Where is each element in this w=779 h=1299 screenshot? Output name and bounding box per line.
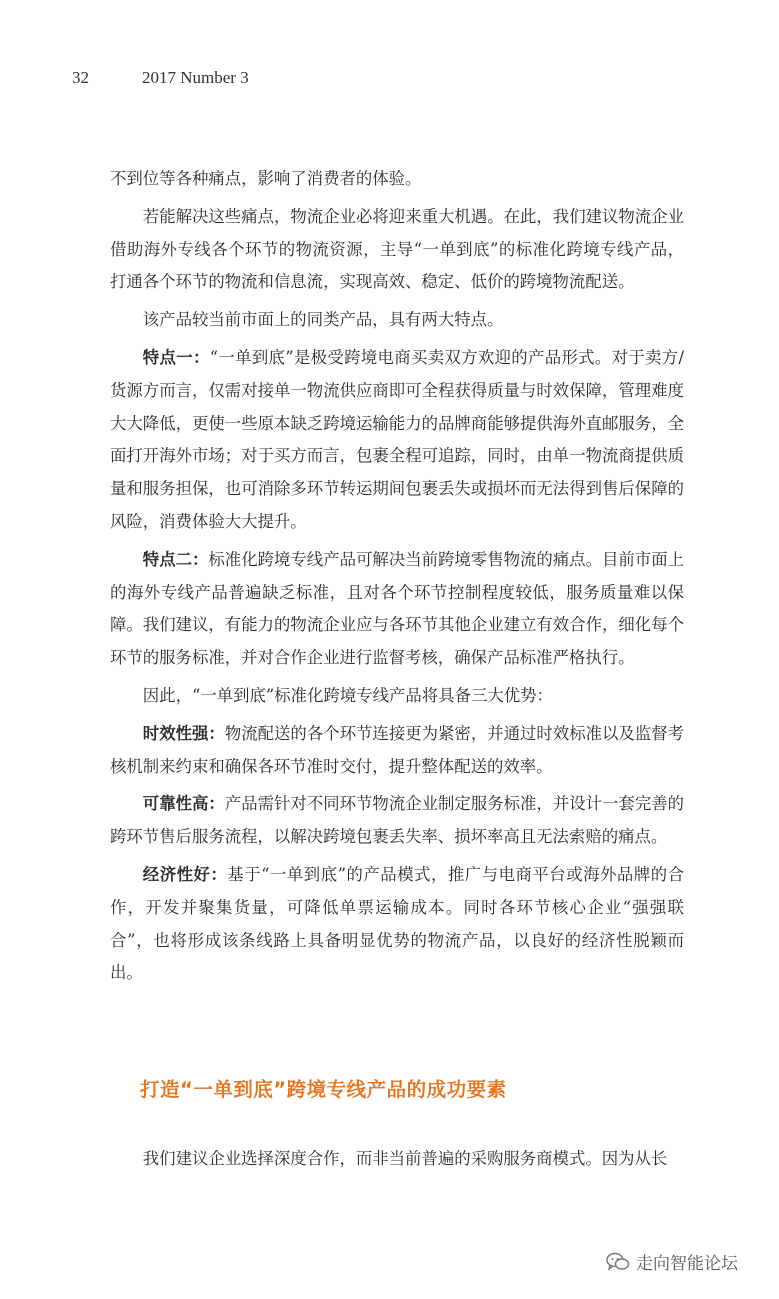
paragraph-text: 该产品较当前市面上的同类产品，具有两大特点。 — [142, 310, 504, 330]
paragraph — [110, 201, 684, 299]
page-header — [72, 68, 249, 88]
paragraph-lead: 可靠性高： — [142, 794, 225, 814]
paragraph-lead: 经济性好： — [142, 864, 228, 884]
paragraph — [110, 680, 684, 713]
paragraph-lead: 特点二： — [142, 549, 209, 569]
issue-label: 2017 Number 3 — [142, 68, 249, 87]
paragraph-text: 产品需针对不同环节物流企业制定服务标准，并设计一套完善的跨环节售后服务流程，以解决跨境包裹丢失率、损坏率高且无法索赔的痛点。 — [110, 794, 685, 847]
watermark — [606, 1249, 738, 1274]
paragraph-text: 若能解决这些痛点，物流企业必将迎来重大机遇。在此，我们建议物流企业借助海外专线各个环节的物流资源，主导“一单到底”的标准化跨境专线产品，打通各个环节的物流和信息流，实现高效、稳定、低价的跨境物流配送。 — [110, 206, 684, 292]
paragraph-text: 不到位等各种痛点，影响了消费者的体验。 — [110, 169, 422, 188]
paragraph — [110, 788, 684, 854]
watermark-text: 走向智能论坛 — [636, 1254, 738, 1274]
paragraph — [110, 544, 684, 675]
paragraph — [110, 859, 684, 990]
paragraph-lead: 特点一： — [142, 347, 210, 367]
paragraph: 我们建议企业选择深度合作，而非当前普遍的采购服务商模式。因为从长 — [142, 1149, 668, 1168]
paragraph-text: 因此，“一单到底”标准化跨境专线产品将具备三大优势： — [142, 685, 553, 705]
article-body — [110, 163, 684, 995]
section-heading: 打造“一单到底”跨境专线产品的成功要素 — [140, 1078, 507, 1101]
paragraph-text: “一单到底”是极受跨境电商买卖双方欢迎的产品形式。对于卖方/货源方而言，仅需对接单一物流供应商即可全程获得质量与时效保障，管理难度大大降低，更使一些原本缺乏跨境运输能力的品牌商能够提供海外直邮服务，全面打开海外市场；对于买方而言，包裹全程可追踪，同时，由单一物流商提供质量和服务担保，也可消除多环节转运期间包裹丢失或损坏而无法得到售后保障的风险，消费体验大大提升。 — [110, 347, 685, 531]
paragraph-text: 标准化跨境专线产品可解决当前跨境零售物流的痛点。目前市面上的海外专线产品普遍缺乏标准，且对各个环节控制程度较低，服务质量难以保障。我们建议，有能力的物流企业应与各环节其他企业建立有效合作，细化每个环节的服务标准，并对合作企业进行监督考核，确保产品标准严格执行。 — [110, 549, 685, 668]
paragraph — [110, 342, 684, 539]
paragraph — [110, 304, 684, 337]
wechat-icon — [606, 1252, 630, 1272]
paragraph-text: 物流配送的各个环节连接更为紧密，并通过时效标准以及监督考核机制来约束和确保各环节准时交付，提升整体配送的效率。 — [110, 723, 685, 776]
paragraph-lead: 时效性强： — [142, 723, 225, 743]
paragraph — [110, 718, 684, 784]
paragraph-text: 基于“一单到底”的产品模式，推广与电商平台或海外品牌的合作，开发并聚集货量，可降低单票运输成本。同时各环节核心企业“强强联合”，也将形成该条线路上具备明显优势的物流产品，以良好的经济性脱颖而出。 — [110, 864, 685, 983]
paragraph — [110, 163, 684, 196]
page-number: 32 — [72, 68, 89, 87]
